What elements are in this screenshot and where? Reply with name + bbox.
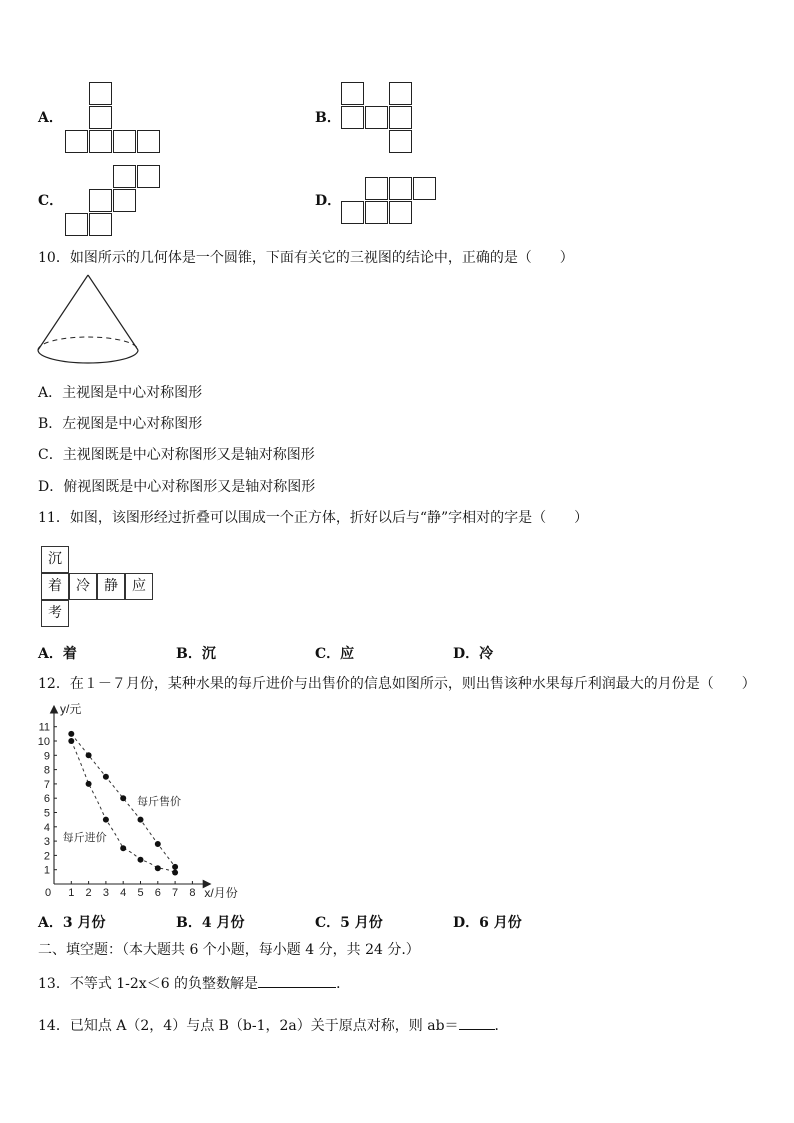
net-cell — [413, 177, 436, 200]
net-cell — [365, 201, 388, 224]
q12-option-d: D．6 月份 — [453, 915, 522, 931]
q12-stem: 12．在１－７月份，某种水果的每斤进价与出售价的信息如图所示，则出售该种水果每斤利润最大的月份是（ ） — [38, 676, 756, 692]
cube-cell: 冷 — [69, 573, 97, 600]
net-cell — [113, 165, 136, 188]
q13-answer-blank — [258, 975, 336, 988]
net-cell — [341, 82, 364, 105]
net-cell — [341, 201, 364, 224]
q12-option-c: C．5 月份 — [315, 915, 383, 931]
q10-option-c: C．主视图既是中心对称图形又是轴对称图形 — [38, 447, 315, 463]
net-cell — [341, 106, 364, 129]
net-cell — [65, 130, 88, 153]
net-cell — [365, 177, 388, 200]
q14 — [38, 1017, 509, 1033]
data-point — [138, 857, 144, 863]
cone-base-front — [38, 350, 138, 363]
data-point — [120, 795, 126, 801]
q12-option-b: B．4 月份 — [176, 915, 245, 931]
x-tick-label: 2 — [85, 887, 92, 899]
data-point — [103, 817, 109, 823]
y-tick-label: 6 — [43, 793, 50, 806]
data-point — [68, 731, 74, 737]
cube-cell: 静 — [97, 573, 125, 600]
q9-option-b-label: B． — [315, 110, 341, 126]
net-cell — [365, 106, 388, 129]
data-point — [155, 865, 161, 871]
y-tick-label: 2 — [43, 850, 50, 863]
q14-text: 14．已知点 A（2，4）与点 B（b-1，2a）关于原点对称，则 ab＝ — [38, 1018, 459, 1034]
y-tick-label: 7 — [43, 778, 50, 791]
y-tick-label: 10 — [37, 736, 50, 748]
q9-option-c-label: C． — [38, 193, 64, 209]
x-tick-label: 0 — [44, 887, 52, 899]
cube-cell: 沉 — [41, 546, 69, 573]
y-tick-label: 4 — [43, 821, 50, 834]
series-label-sell-price: 每斤售价 — [137, 796, 182, 809]
cone-base-back — [38, 337, 138, 350]
x-tick-label: 4 — [120, 887, 127, 899]
q9-option-d-label: D． — [315, 193, 342, 209]
q11-option-d: D．冷 — [453, 646, 494, 662]
net-cell — [89, 189, 112, 212]
price-chart — [30, 700, 250, 905]
x-tick-label: 5 — [137, 887, 144, 899]
q10-option-d: D．俯视图既是中心对称图形又是轴对称图形 — [38, 479, 316, 495]
cube-cell: 应 — [125, 573, 153, 600]
net-cell — [89, 130, 112, 153]
y-tick-label: 3 — [43, 836, 50, 849]
net-cell — [389, 82, 412, 105]
q13 — [38, 975, 350, 991]
net-cell — [389, 106, 412, 129]
cone-slant-right — [88, 275, 138, 350]
q9-option-a-label: A． — [38, 110, 63, 126]
net-cell — [113, 189, 136, 212]
cube-cell: 着 — [41, 573, 69, 600]
data-point — [155, 841, 161, 847]
data-point — [138, 817, 144, 823]
x-axis-label: x/月份 — [204, 886, 238, 900]
x-tick-label: 6 — [154, 887, 161, 899]
q11-option-c: C．应 — [315, 646, 355, 662]
data-point — [86, 752, 92, 758]
y-tick-label: 11 — [38, 721, 50, 734]
y-axis-label: y/元 — [60, 702, 82, 716]
q10-option-b: B．左视图是中心对称图形 — [38, 416, 203, 432]
net-cell — [65, 213, 88, 236]
x-tick-label: 8 — [189, 887, 196, 899]
q13-text: 13．不等式 1-2x＜6 的负整数解是 — [38, 976, 259, 992]
net-cell — [137, 165, 160, 188]
data-point — [68, 738, 74, 744]
y-tick-label: 8 — [43, 764, 50, 777]
q11-option-a: A．着 — [38, 646, 77, 662]
y-tick-label: 9 — [43, 750, 50, 763]
q11-option-b: B．沉 — [176, 646, 216, 662]
net-cell — [137, 130, 160, 153]
section-heading: 二、填空题：（本大题共 6 个小题，每小题 4 分，共 24 分.） — [38, 942, 420, 958]
q11-stem: 11．如图，该图形经过折叠可以围成一个正方体，折好以后与“静”字相对的字是（ ） — [38, 510, 589, 526]
cone-figure — [34, 272, 144, 372]
data-point — [172, 870, 178, 876]
q14-answer-blank — [459, 1017, 495, 1030]
q13-tail: ． — [336, 976, 351, 992]
net-cell — [113, 130, 136, 153]
x-tick-label: 1 — [68, 887, 75, 899]
q12-option-a: A．3 月份 — [38, 915, 106, 931]
net-cell — [89, 213, 112, 236]
data-point — [120, 845, 126, 851]
cube-cell: 考 — [41, 600, 69, 627]
net-cell — [389, 177, 412, 200]
x-tick-label: 7 — [172, 887, 179, 899]
x-tick-label: 3 — [102, 887, 109, 899]
q10-stem: 10．如图所示的几何体是一个圆锥，下面有关它的三视图的结论中，正确的是（ ） — [38, 250, 574, 266]
y-tick-label: 5 — [43, 807, 50, 820]
data-point — [172, 864, 178, 870]
series-label-cost-price: 每斤进价 — [62, 831, 107, 844]
net-cell — [389, 130, 412, 153]
net-cell — [389, 201, 412, 224]
q10-option-a: A．主视图是中心对称图形 — [38, 385, 203, 401]
net-cell — [89, 106, 112, 129]
data-point — [103, 774, 109, 780]
net-cell — [89, 82, 112, 105]
data-point — [86, 781, 92, 787]
q14-tail: ． — [494, 1018, 509, 1034]
y-tick-label: 1 — [43, 864, 50, 877]
